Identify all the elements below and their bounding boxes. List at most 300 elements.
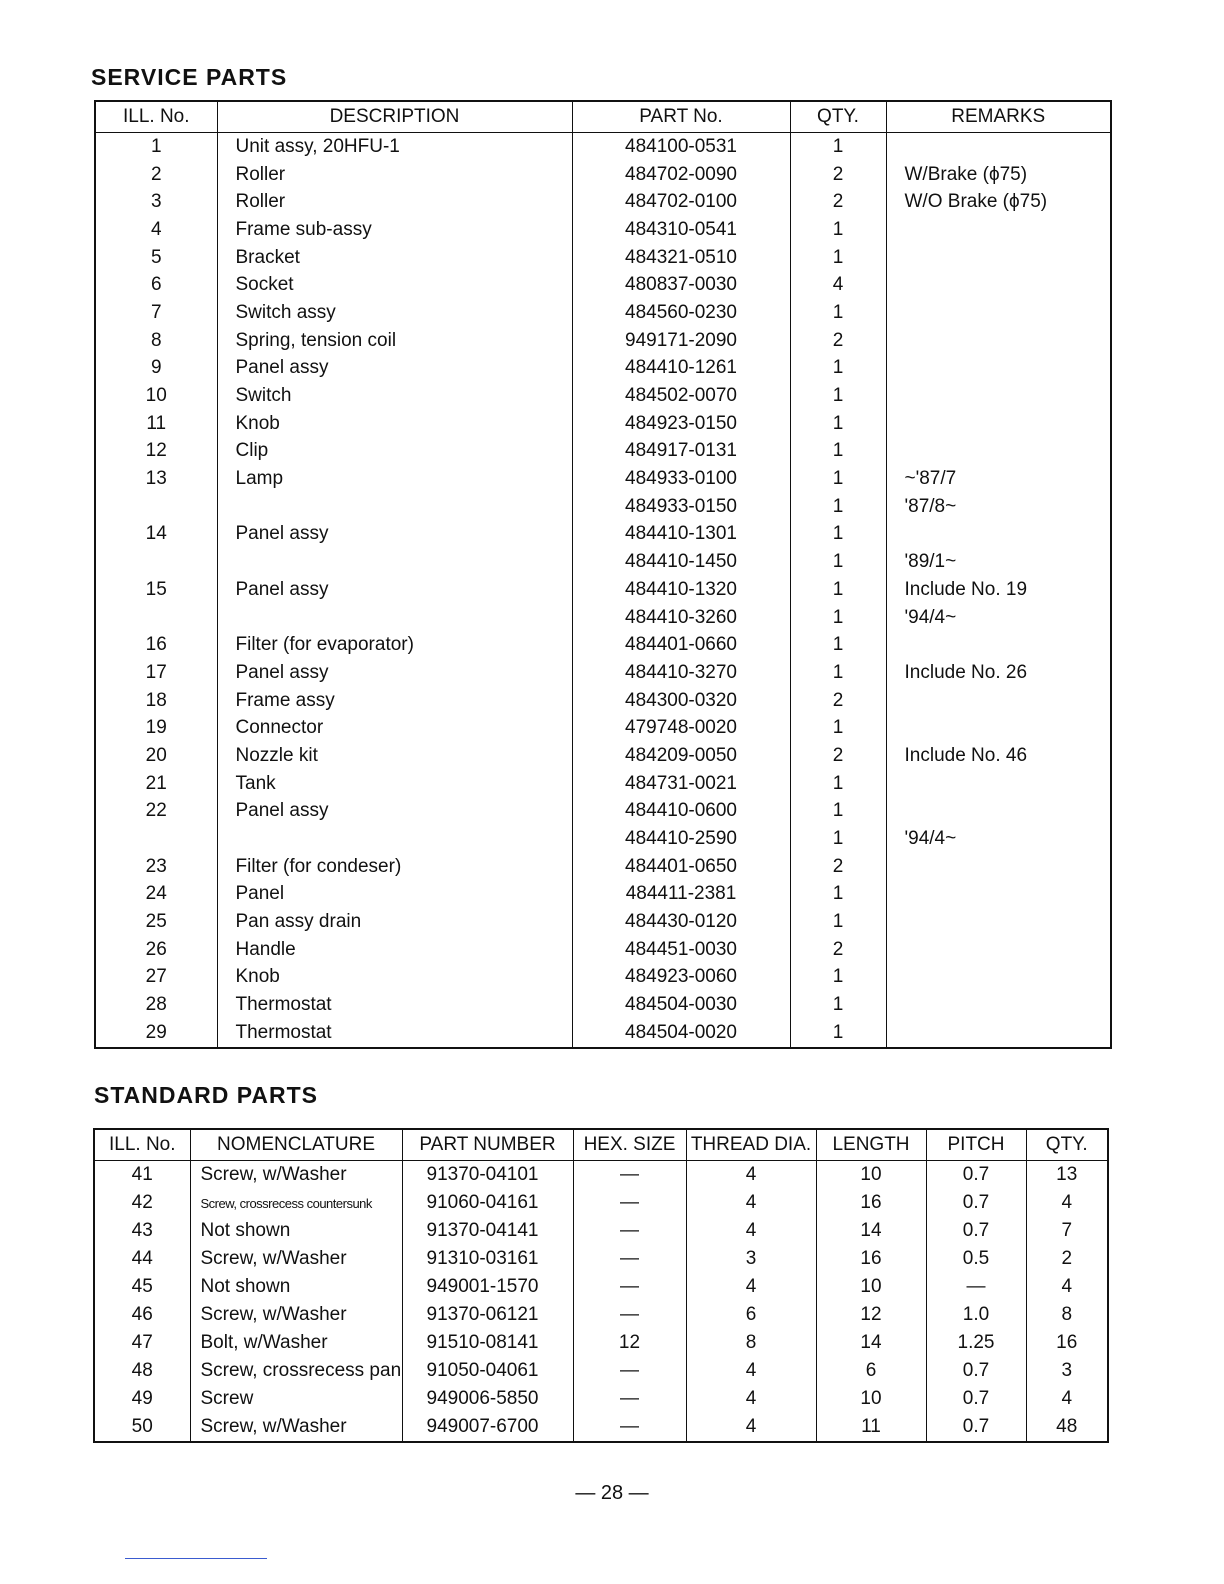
description-cell: Roller bbox=[217, 161, 572, 189]
remarks-cell: Include No. 26 bbox=[886, 659, 1111, 687]
length-cell: 11 bbox=[816, 1413, 926, 1442]
table-row bbox=[94, 1161, 1108, 1190]
part-no-cell: 484917-0131 bbox=[572, 438, 790, 466]
pitch-cell: 0.7 bbox=[926, 1217, 1026, 1245]
qty-cell: 1 bbox=[790, 825, 886, 853]
ill-no-cell: 16 bbox=[95, 631, 217, 659]
pitch-cell: 1.25 bbox=[926, 1329, 1026, 1357]
hex-size-cell: — bbox=[573, 1273, 686, 1301]
remarks-cell bbox=[886, 991, 1111, 1019]
part-number-cell: 91370-06121 bbox=[402, 1301, 573, 1329]
qty-cell: 1 bbox=[790, 631, 886, 659]
pitch-cell: 0.7 bbox=[926, 1189, 1026, 1217]
remarks-cell bbox=[886, 908, 1111, 936]
ill-no-cell: 41 bbox=[94, 1161, 190, 1190]
table-row bbox=[95, 742, 1111, 770]
table-row bbox=[94, 1385, 1108, 1413]
qty-cell: 2 bbox=[790, 687, 886, 715]
table-row bbox=[95, 465, 1111, 493]
col-ill-no: ILL. No. bbox=[94, 1129, 190, 1161]
qty-cell: 1 bbox=[790, 604, 886, 632]
qty-cell: 8 bbox=[1026, 1301, 1108, 1329]
description-cell: Socket bbox=[217, 271, 572, 299]
col-part-number: PART NUMBER bbox=[402, 1129, 573, 1161]
service-parts-body bbox=[95, 133, 1111, 1048]
part-no-cell: 484410-2590 bbox=[572, 825, 790, 853]
table-row bbox=[95, 188, 1111, 216]
page-number: — 28 — bbox=[575, 1482, 649, 1504]
length-cell: 14 bbox=[816, 1217, 926, 1245]
table-row bbox=[95, 991, 1111, 1019]
col-part-no: PART No. bbox=[572, 101, 790, 133]
ill-no-cell: 29 bbox=[95, 1019, 217, 1048]
ill-no-cell: 47 bbox=[94, 1329, 190, 1357]
part-no-cell: 484933-0100 bbox=[572, 465, 790, 493]
table-row bbox=[95, 659, 1111, 687]
part-number-cell: 949007-6700 bbox=[402, 1413, 573, 1442]
part-no-cell: 484451-0030 bbox=[572, 936, 790, 964]
remarks-cell: W/Brake (ϕ75) bbox=[886, 161, 1111, 189]
col-ill-no: ILL. No. bbox=[95, 101, 217, 133]
ill-no-cell: 3 bbox=[95, 188, 217, 216]
remarks-cell: '89/1~ bbox=[886, 548, 1111, 576]
col-remarks: REMARKS bbox=[886, 101, 1111, 133]
ill-no-cell: 22 bbox=[95, 798, 217, 826]
remarks-cell bbox=[886, 244, 1111, 272]
table-row bbox=[94, 1329, 1108, 1357]
description-cell: Roller bbox=[217, 188, 572, 216]
qty-cell: 4 bbox=[1026, 1385, 1108, 1413]
part-number-cell: 91370-04101 bbox=[402, 1161, 573, 1190]
ill-no-cell: 7 bbox=[95, 299, 217, 327]
qty-cell: 16 bbox=[1026, 1329, 1108, 1357]
description-cell bbox=[217, 825, 572, 853]
remarks-cell bbox=[886, 299, 1111, 327]
table-row bbox=[95, 438, 1111, 466]
length-cell: 10 bbox=[816, 1385, 926, 1413]
table-row bbox=[95, 881, 1111, 909]
description-cell: Panel assy bbox=[217, 659, 572, 687]
qty-cell: 1 bbox=[790, 410, 886, 438]
col-qty: QTY. bbox=[1026, 1129, 1108, 1161]
ill-no-cell: 15 bbox=[95, 576, 217, 604]
description-cell: Spring, tension coil bbox=[217, 327, 572, 355]
table-row bbox=[95, 825, 1111, 853]
qty-cell: 3 bbox=[1026, 1357, 1108, 1385]
length-cell: 16 bbox=[816, 1245, 926, 1273]
service-header-row bbox=[95, 101, 1111, 133]
nomenclature-cell: Screw, w/Washer bbox=[190, 1413, 402, 1442]
remarks-cell bbox=[886, 355, 1111, 383]
qty-cell: 2 bbox=[790, 188, 886, 216]
remarks-cell bbox=[886, 410, 1111, 438]
description-cell: Thermostat bbox=[217, 1019, 572, 1048]
table-row bbox=[95, 798, 1111, 826]
part-no-cell: 484923-0060 bbox=[572, 964, 790, 992]
qty-cell: 1 bbox=[790, 714, 886, 742]
qty-cell: 4 bbox=[1026, 1189, 1108, 1217]
description-cell: Panel assy bbox=[217, 355, 572, 383]
description-cell: Switch assy bbox=[217, 299, 572, 327]
part-no-cell: 484502-0070 bbox=[572, 382, 790, 410]
table-row bbox=[95, 521, 1111, 549]
description-cell: Pan assy drain bbox=[217, 908, 572, 936]
qty-cell: 1 bbox=[790, 798, 886, 826]
ill-no-cell bbox=[95, 825, 217, 853]
remarks-cell bbox=[886, 521, 1111, 549]
qty-cell: 1 bbox=[790, 908, 886, 936]
length-cell: 12 bbox=[816, 1301, 926, 1329]
qty-cell: 2 bbox=[1026, 1245, 1108, 1273]
ill-no-cell: 42 bbox=[94, 1189, 190, 1217]
qty-cell: 1 bbox=[790, 493, 886, 521]
thread-dia-cell: 4 bbox=[686, 1273, 816, 1301]
service-parts-table bbox=[94, 100, 1112, 1049]
table-row bbox=[95, 687, 1111, 715]
description-cell: Lamp bbox=[217, 465, 572, 493]
ill-no-cell bbox=[95, 604, 217, 632]
ill-no-cell: 10 bbox=[95, 382, 217, 410]
pitch-cell: — bbox=[926, 1273, 1026, 1301]
part-no-cell: 484321-0510 bbox=[572, 244, 790, 272]
remarks-cell bbox=[886, 964, 1111, 992]
qty-cell: 1 bbox=[790, 133, 886, 161]
ill-no-cell: 4 bbox=[95, 216, 217, 244]
description-cell: Filter (for condeser) bbox=[217, 853, 572, 881]
col-nomenclature: NOMENCLATURE bbox=[190, 1129, 402, 1161]
table-row bbox=[95, 604, 1111, 632]
table-row bbox=[95, 299, 1111, 327]
table-row bbox=[95, 327, 1111, 355]
pitch-cell: 0.7 bbox=[926, 1161, 1026, 1190]
table-row bbox=[95, 493, 1111, 521]
qty-cell: 13 bbox=[1026, 1161, 1108, 1190]
ill-no-cell: 24 bbox=[95, 881, 217, 909]
table-row bbox=[95, 410, 1111, 438]
thread-dia-cell: 4 bbox=[686, 1161, 816, 1190]
part-no-cell: 484430-0120 bbox=[572, 908, 790, 936]
ill-no-cell: 5 bbox=[95, 244, 217, 272]
part-number-cell: 949001-1570 bbox=[402, 1273, 573, 1301]
ill-no-cell: 9 bbox=[95, 355, 217, 383]
col-description: DESCRIPTION bbox=[217, 101, 572, 133]
ill-no-cell: 27 bbox=[95, 964, 217, 992]
qty-cell: 1 bbox=[790, 1019, 886, 1048]
remarks-cell bbox=[886, 133, 1111, 161]
qty-cell: 1 bbox=[790, 881, 886, 909]
part-no-cell: 480837-0030 bbox=[572, 271, 790, 299]
nomenclature-cell: Screw, crossrecess pan bbox=[190, 1357, 402, 1385]
table-row bbox=[95, 770, 1111, 798]
col-thread-dia: THREAD DIA. bbox=[686, 1129, 816, 1161]
hex-size-cell: 12 bbox=[573, 1329, 686, 1357]
remarks-cell: Include No. 19 bbox=[886, 576, 1111, 604]
description-cell: Panel bbox=[217, 881, 572, 909]
remarks-cell bbox=[886, 881, 1111, 909]
description-cell: Panel assy bbox=[217, 798, 572, 826]
thread-dia-cell: 4 bbox=[686, 1217, 816, 1245]
table-row bbox=[95, 548, 1111, 576]
remarks-cell: '94/4~ bbox=[886, 604, 1111, 632]
hex-size-cell: — bbox=[573, 1245, 686, 1273]
part-no-cell: 484933-0150 bbox=[572, 493, 790, 521]
part-no-cell: 949171-2090 bbox=[572, 327, 790, 355]
qty-cell: 1 bbox=[790, 465, 886, 493]
remarks-cell: '94/4~ bbox=[886, 825, 1111, 853]
ill-no-cell: 14 bbox=[95, 521, 217, 549]
part-number-cell: 91510-08141 bbox=[402, 1329, 573, 1357]
description-cell: Frame sub-assy bbox=[217, 216, 572, 244]
nomenclature-cell: Screw, w/Washer bbox=[190, 1161, 402, 1190]
nomenclature-cell: Screw, w/Washer bbox=[190, 1301, 402, 1329]
service-parts-title: SERVICE PARTS bbox=[91, 64, 288, 90]
description-cell: Switch bbox=[217, 382, 572, 410]
part-no-cell: 484410-0600 bbox=[572, 798, 790, 826]
part-number-cell: 91310-03161 bbox=[402, 1245, 573, 1273]
remarks-cell: W/O Brake (ϕ75) bbox=[886, 188, 1111, 216]
ill-no-cell: 43 bbox=[94, 1217, 190, 1245]
table-row bbox=[95, 853, 1111, 881]
ill-no-cell: 17 bbox=[95, 659, 217, 687]
qty-cell: 1 bbox=[790, 299, 886, 327]
hex-size-cell: — bbox=[573, 1189, 686, 1217]
table-row bbox=[94, 1217, 1108, 1245]
description-cell: Tank bbox=[217, 770, 572, 798]
thread-dia-cell: 4 bbox=[686, 1357, 816, 1385]
ill-no-cell: 50 bbox=[94, 1413, 190, 1442]
remarks-cell bbox=[886, 1019, 1111, 1048]
part-no-cell: 484410-1450 bbox=[572, 548, 790, 576]
pitch-cell: 0.7 bbox=[926, 1357, 1026, 1385]
table-row bbox=[94, 1301, 1108, 1329]
remarks-cell bbox=[886, 687, 1111, 715]
length-cell: 10 bbox=[816, 1273, 926, 1301]
part-no-cell: 484209-0050 bbox=[572, 742, 790, 770]
ill-no-cell: 49 bbox=[94, 1385, 190, 1413]
qty-cell: 4 bbox=[1026, 1273, 1108, 1301]
standard-parts-title: STANDARD PARTS bbox=[94, 1082, 318, 1108]
remarks-cell bbox=[886, 216, 1111, 244]
qty-cell: 4 bbox=[790, 271, 886, 299]
description-cell: Unit assy, 20HFU-1 bbox=[217, 133, 572, 161]
remarks-cell bbox=[886, 853, 1111, 881]
part-no-cell: 484401-0660 bbox=[572, 631, 790, 659]
description-cell: Knob bbox=[217, 964, 572, 992]
qty-cell: 1 bbox=[790, 521, 886, 549]
remarks-cell bbox=[886, 382, 1111, 410]
description-cell: Clip bbox=[217, 438, 572, 466]
part-number-cell: 91050-04061 bbox=[402, 1357, 573, 1385]
nomenclature-cell: Screw bbox=[190, 1385, 402, 1413]
description-cell: Filter (for evaporator) bbox=[217, 631, 572, 659]
description-cell bbox=[217, 548, 572, 576]
qty-cell: 48 bbox=[1026, 1413, 1108, 1442]
part-number-cell: 949006-5850 bbox=[402, 1385, 573, 1413]
part-no-cell: 479748-0020 bbox=[572, 714, 790, 742]
qty-cell: 1 bbox=[790, 659, 886, 687]
ill-no-cell: 6 bbox=[95, 271, 217, 299]
table-row bbox=[95, 216, 1111, 244]
description-cell: Thermostat bbox=[217, 991, 572, 1019]
description-cell bbox=[217, 493, 572, 521]
hex-size-cell: — bbox=[573, 1301, 686, 1329]
table-row bbox=[94, 1245, 1108, 1273]
qty-cell: 1 bbox=[790, 355, 886, 383]
standard-parts-body bbox=[94, 1161, 1108, 1443]
table-row bbox=[95, 161, 1111, 189]
footer-rule bbox=[125, 1558, 267, 1559]
length-cell: 6 bbox=[816, 1357, 926, 1385]
remarks-cell bbox=[886, 714, 1111, 742]
qty-cell: 1 bbox=[790, 438, 886, 466]
remarks-cell: '87/8~ bbox=[886, 493, 1111, 521]
part-no-cell: 484411-2381 bbox=[572, 881, 790, 909]
table-row bbox=[95, 631, 1111, 659]
nomenclature-cell: Not shown bbox=[190, 1217, 402, 1245]
qty-cell: 1 bbox=[790, 770, 886, 798]
description-cell: Frame assy bbox=[217, 687, 572, 715]
table-row bbox=[94, 1189, 1108, 1217]
ill-no-cell bbox=[95, 548, 217, 576]
ill-no-cell: 46 bbox=[94, 1301, 190, 1329]
pitch-cell: 0.7 bbox=[926, 1413, 1026, 1442]
part-no-cell: 484731-0021 bbox=[572, 770, 790, 798]
description-cell: Knob bbox=[217, 410, 572, 438]
qty-cell: 2 bbox=[790, 742, 886, 770]
length-cell: 10 bbox=[816, 1161, 926, 1190]
description-cell: Bracket bbox=[217, 244, 572, 272]
ill-no-cell: 2 bbox=[95, 161, 217, 189]
qty-cell: 1 bbox=[790, 244, 886, 272]
description-cell: Connector bbox=[217, 714, 572, 742]
nomenclature-cell: Screw, w/Washer bbox=[190, 1245, 402, 1273]
table-row bbox=[95, 133, 1111, 161]
pitch-cell: 0.5 bbox=[926, 1245, 1026, 1273]
ill-no-cell: 12 bbox=[95, 438, 217, 466]
hex-size-cell: — bbox=[573, 1161, 686, 1190]
table-row bbox=[95, 271, 1111, 299]
hex-size-cell: — bbox=[573, 1413, 686, 1442]
part-no-cell: 484923-0150 bbox=[572, 410, 790, 438]
ill-no-cell: 13 bbox=[95, 465, 217, 493]
nomenclature-cell: Not shown bbox=[190, 1273, 402, 1301]
description-cell bbox=[217, 604, 572, 632]
qty-cell: 1 bbox=[790, 216, 886, 244]
qty-cell: 2 bbox=[790, 327, 886, 355]
nomenclature-cell: Screw, crossrecess countersunk bbox=[190, 1189, 402, 1217]
ill-no-cell: 45 bbox=[94, 1273, 190, 1301]
ill-no-cell: 8 bbox=[95, 327, 217, 355]
ill-no-cell: 11 bbox=[95, 410, 217, 438]
part-no-cell: 484560-0230 bbox=[572, 299, 790, 327]
remarks-cell: ~'87/7 bbox=[886, 465, 1111, 493]
qty-cell: 1 bbox=[790, 576, 886, 604]
ill-no-cell: 1 bbox=[95, 133, 217, 161]
qty-cell: 1 bbox=[790, 964, 886, 992]
remarks-cell bbox=[886, 770, 1111, 798]
part-no-cell: 484504-0020 bbox=[572, 1019, 790, 1048]
length-cell: 14 bbox=[816, 1329, 926, 1357]
ill-no-cell: 25 bbox=[95, 908, 217, 936]
part-number-cell: 91060-04161 bbox=[402, 1189, 573, 1217]
ill-no-cell: 23 bbox=[95, 853, 217, 881]
qty-cell: 2 bbox=[790, 853, 886, 881]
description-cell: Panel assy bbox=[217, 576, 572, 604]
table-row bbox=[95, 714, 1111, 742]
hex-size-cell: — bbox=[573, 1385, 686, 1413]
part-number-cell: 91370-04141 bbox=[402, 1217, 573, 1245]
thread-dia-cell: 6 bbox=[686, 1301, 816, 1329]
pitch-cell: 1.0 bbox=[926, 1301, 1026, 1329]
pitch-cell: 0.7 bbox=[926, 1385, 1026, 1413]
qty-cell: 1 bbox=[790, 991, 886, 1019]
qty-cell: 7 bbox=[1026, 1217, 1108, 1245]
ill-no-cell: 44 bbox=[94, 1245, 190, 1273]
part-no-cell: 484410-3270 bbox=[572, 659, 790, 687]
table-row bbox=[94, 1413, 1108, 1442]
col-pitch: PITCH bbox=[926, 1129, 1026, 1161]
part-no-cell: 484300-0320 bbox=[572, 687, 790, 715]
remarks-cell bbox=[886, 327, 1111, 355]
table-row bbox=[95, 355, 1111, 383]
table-row bbox=[95, 964, 1111, 992]
table-row bbox=[95, 1019, 1111, 1048]
table-row bbox=[94, 1357, 1108, 1385]
remarks-cell bbox=[886, 936, 1111, 964]
remarks-cell bbox=[886, 271, 1111, 299]
col-length: LENGTH bbox=[816, 1129, 926, 1161]
hex-size-cell: — bbox=[573, 1217, 686, 1245]
ill-no-cell: 18 bbox=[95, 687, 217, 715]
part-no-cell: 484410-1261 bbox=[572, 355, 790, 383]
description-cell: Nozzle kit bbox=[217, 742, 572, 770]
thread-dia-cell: 4 bbox=[686, 1413, 816, 1442]
table-row bbox=[95, 382, 1111, 410]
nomenclature-cell: Bolt, w/Washer bbox=[190, 1329, 402, 1357]
part-no-cell: 484410-3260 bbox=[572, 604, 790, 632]
qty-cell: 1 bbox=[790, 382, 886, 410]
part-no-cell: 484410-1301 bbox=[572, 521, 790, 549]
remarks-cell: Include No. 46 bbox=[886, 742, 1111, 770]
ill-no-cell: 20 bbox=[95, 742, 217, 770]
ill-no-cell bbox=[95, 493, 217, 521]
part-no-cell: 484702-0100 bbox=[572, 188, 790, 216]
table-row bbox=[95, 908, 1111, 936]
ill-no-cell: 48 bbox=[94, 1357, 190, 1385]
thread-dia-cell: 4 bbox=[686, 1189, 816, 1217]
part-no-cell: 484401-0650 bbox=[572, 853, 790, 881]
part-no-cell: 484504-0030 bbox=[572, 991, 790, 1019]
ill-no-cell: 28 bbox=[95, 991, 217, 1019]
part-no-cell: 484410-1320 bbox=[572, 576, 790, 604]
qty-cell: 1 bbox=[790, 548, 886, 576]
table-row bbox=[95, 936, 1111, 964]
remarks-cell bbox=[886, 798, 1111, 826]
remarks-cell bbox=[886, 438, 1111, 466]
description-cell: Handle bbox=[217, 936, 572, 964]
col-qty: QTY. bbox=[790, 101, 886, 133]
ill-no-cell: 21 bbox=[95, 770, 217, 798]
part-no-cell: 484100-0531 bbox=[572, 133, 790, 161]
remarks-cell bbox=[886, 631, 1111, 659]
table-row bbox=[95, 576, 1111, 604]
hex-size-cell: — bbox=[573, 1357, 686, 1385]
length-cell: 16 bbox=[816, 1189, 926, 1217]
thread-dia-cell: 3 bbox=[686, 1245, 816, 1273]
qty-cell: 2 bbox=[790, 161, 886, 189]
ill-no-cell: 19 bbox=[95, 714, 217, 742]
part-no-cell: 484310-0541 bbox=[572, 216, 790, 244]
